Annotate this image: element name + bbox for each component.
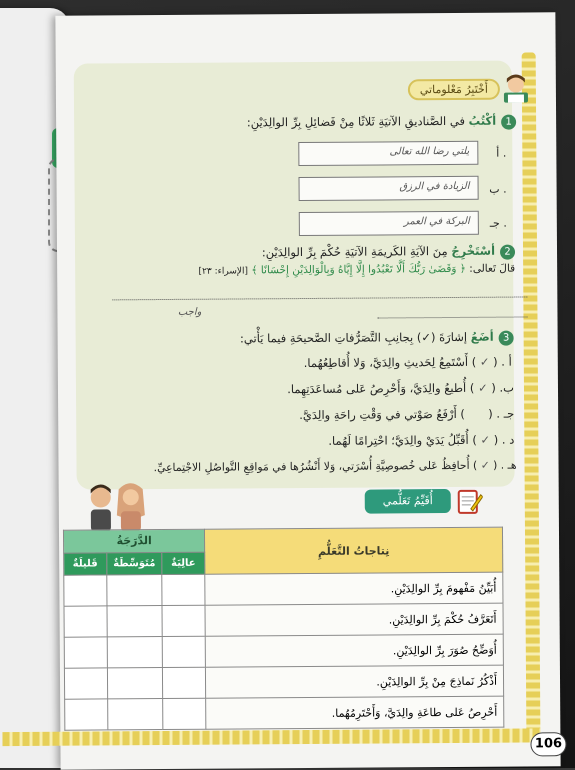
question-3-prompt <box>240 330 494 346</box>
q3-item-d-text: أُقَبِّلُ يَدَيْ والِدَيَّ؛ احْتِرامًا لَهُما. <box>328 433 468 448</box>
page-number: 106 <box>530 732 566 756</box>
q1-item-a-label: أ . <box>496 147 506 160</box>
outcome-4: أَذْكُرُ نَماذِجَ مِنْ بِرِّ الوالِدَيْنِ. <box>206 665 504 698</box>
decorative-border-bottom <box>2 728 540 746</box>
level-low: قَليلَةٌ <box>64 552 107 575</box>
question-2-text: مِنَ الآيَةِ الكَريمَةِ الآتيَةِ حُكْمَ بِرِّ الوالِدَيْنِ: <box>262 244 452 259</box>
level-high: عالِيَةٌ <box>162 552 205 575</box>
outcome-2: أَتَعَرَّفُ حُكْمَ بِرِّ الوالِدَيْنِ. <box>205 603 503 636</box>
check-cell[interactable] <box>64 637 107 668</box>
self-assessment-table <box>63 527 504 731</box>
q3-item-a-checkmark[interactable]: ✓ <box>480 355 490 369</box>
check-cell[interactable] <box>107 637 162 668</box>
outcome-1: أُبَيِّنُ مَفْهومَ بِرِّ الوالِدَيْنِ. <box>205 572 503 605</box>
check-cell[interactable] <box>163 698 206 729</box>
q3-item-c: جـ . ( ) أَرْفَعُ صَوْتي في وَقْتِ راحَةِ والِدَيَّ. <box>299 407 514 423</box>
check-cell[interactable] <box>107 575 162 606</box>
check-cell[interactable] <box>162 605 205 636</box>
table-row <box>65 696 504 730</box>
table-row <box>64 572 503 606</box>
check-cell[interactable] <box>64 606 107 637</box>
q3-item-d-checkmark[interactable]: ✓ <box>480 433 490 447</box>
q3-item-d: د . ( ✓ ) أُقَبِّلُ يَدَيْ والِدَيَّ؛ احْتِرامًا لَهُما. <box>328 433 514 448</box>
question-3-text: إشارَةَ (✓) بِجانِبِ التَّصَرُّفاتِ الصَّحيحَةِ فيما يَأْتي: <box>240 330 471 346</box>
q3-item-c-label: جـ . <box>496 407 514 421</box>
table-row <box>64 634 503 668</box>
q3-item-a-text: أَسْتَمِعُ لِحَديثِ والِدَيَّ، وَلا أُقاطِعُهُما. <box>304 355 468 370</box>
q3-item-c-text: أَرْفَعُ صَوْتي في وَقْتِ راحَةِ والِدَيَّ. <box>299 407 457 422</box>
q3-item-e-checkmark[interactable]: ✓ <box>481 459 490 472</box>
question-2-prompt <box>262 244 495 260</box>
q3-item-e: هـ . ( ✓ ) أُحافِظُ عَلى خُصوصِيَّةِ أُسْرَتي، وَلا أَنْشُرُها في مَواقِعِ التَّواصُلِ الاجْتِماعِيِّ. <box>154 459 517 475</box>
q1-item-b-label: ب . <box>489 183 506 196</box>
check-cell[interactable] <box>64 575 107 606</box>
q1-item-c-label: جـ . <box>490 217 507 230</box>
check-cell[interactable] <box>163 667 206 698</box>
outcome-3: أُوَضِّحُ صُوَرَ بِرِّ الوالِدَيْنِ. <box>205 634 503 667</box>
quran-verse: ﴿ وَقَضَىٰ رَبُّكَ أَلَّا تَعْبُدُوا إِلَّا إِيَّاهُ وَبِالْوَالِدَيْنِ إِحْسَانًا ﴾ <box>251 263 466 276</box>
question-1-number: 1 <box>501 115 516 130</box>
section-title-tag: أَخْتَبِرُ مَعْلوماتي <box>408 79 500 101</box>
self-assessment-tag: أُقَيِّمُ تَعَلُّمي <box>365 489 451 514</box>
question-3-number: 3 <box>499 331 514 346</box>
check-cell[interactable] <box>162 574 205 605</box>
notepad-pencil-icon <box>457 487 483 515</box>
workbook-page <box>55 12 560 769</box>
q2-answer: واجب <box>178 307 202 318</box>
q3-item-d-label: د . <box>502 433 515 447</box>
question-3-verb: أضَعُ <box>471 330 494 344</box>
q3-item-a-label: أ . <box>501 355 512 369</box>
check-cell[interactable] <box>108 699 163 730</box>
q1-answer-b: الزيادة في الرزق <box>399 181 469 192</box>
girl-reading-icon <box>498 72 534 108</box>
check-cell[interactable] <box>107 668 162 699</box>
question-2-number: 2 <box>500 245 515 260</box>
q1-answer-box-c[interactable] <box>299 211 479 236</box>
check-cell[interactable] <box>64 668 107 699</box>
q3-item-e-text: أُحافِظُ عَلى خُصوصِيَّةِ أُسْرَتي، وَلا أَنْشُرُها في مَواقِعِ التَّواصُلِ الاجْتِماعِيِّ. <box>154 459 470 474</box>
outcomes-header: نِتاجاتُ التَّعَلُّمِ <box>205 527 503 574</box>
q3-item-b-checkmark[interactable]: ✓ <box>478 381 488 395</box>
table-row <box>64 603 503 637</box>
q3-item-a: أ . ( ✓ ) أَسْتَمِعُ لِحَديثِ والِدَيَّ، وَلا أُقاطِعُهُما. <box>304 355 512 370</box>
check-cell[interactable] <box>65 699 108 730</box>
q1-answer-a: يلتي رضا الله تعالى <box>389 146 469 158</box>
decorative-border-right <box>522 52 541 737</box>
q3-item-b-text: أُطيعُ والِدَيَّ، وَأَحْرِصُ عَلى مُساعَدَتِهِما. <box>287 381 466 396</box>
table-row <box>64 665 503 699</box>
outcome-5: أَحْرِصُ عَلى طاعَةِ والِدَيَّ، وَأَحْتَرِمُهُما. <box>206 696 504 729</box>
question-1-prompt <box>247 114 496 130</box>
question-1-verb: أكْتُبُ <box>469 114 497 128</box>
level-medium: مُتَوَسِّطَةٌ <box>107 552 162 575</box>
check-cell[interactable] <box>107 606 162 637</box>
q3-item-e-label: هـ . <box>501 459 517 472</box>
question-1-text: في الصَّناديقِ الآتيَةِ ثَلاثًا مِنْ فَضائِلِ بِرِّ الوالِدَيْنِ: <box>247 114 469 130</box>
q1-answer-c: البركة في العمر <box>404 216 470 227</box>
verse-line <box>198 263 515 277</box>
q3-item-b-label: ب. <box>499 381 514 395</box>
verse-reference: [الإسراء: ٢٣] <box>199 266 249 276</box>
q1-answer-box-b[interactable] <box>299 176 479 201</box>
check-cell[interactable] <box>162 636 205 667</box>
level-header: الدَّرَجَةُ <box>63 529 204 552</box>
q1-answer-box-a[interactable] <box>298 141 478 166</box>
question-2-verb: أسْتَخْرِجُ <box>451 244 495 258</box>
verse-intro: قالَ تَعالى: <box>469 263 515 275</box>
q3-item-b: ب. ( ✓ ) أُطيعُ والِدَيَّ، وَأَحْرِصُ عَلى مُساعَدَتِهِما. <box>287 381 514 397</box>
